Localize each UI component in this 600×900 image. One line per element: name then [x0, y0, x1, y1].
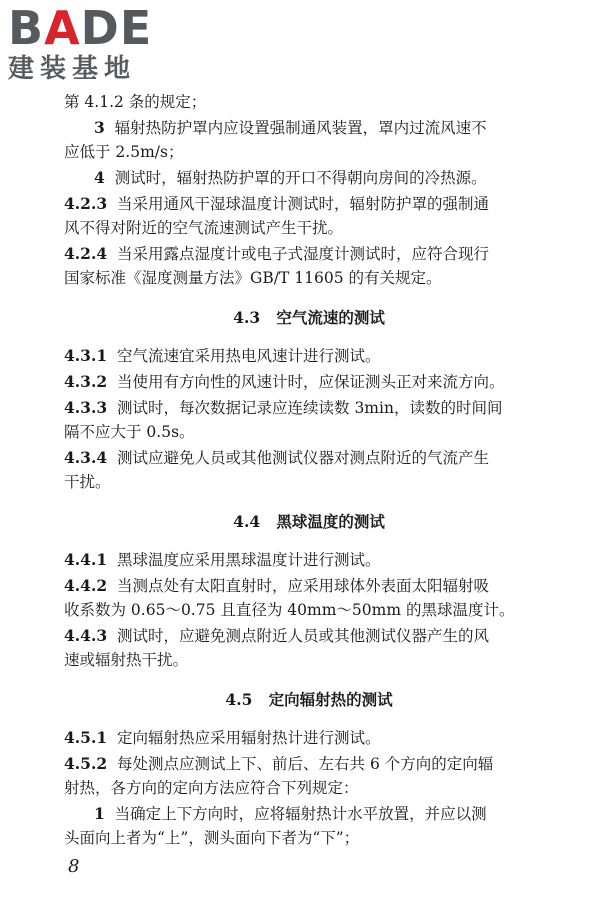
text-line: 风不得对附近的空气流速测试产生干扰。 — [64, 219, 344, 237]
clause-item: 4.3.2 当使用有方向性的风速计时，应保证测头正对来流方向。 — [64, 372, 505, 391]
text-line: 第 4.1.2 条的规定； — [64, 93, 207, 111]
clause-item: 3 辐射热防护罩内应设置强制通风装置，罩内过流风速不 — [94, 118, 487, 137]
text-line: 隔不应大于 0.5s。 — [64, 423, 195, 441]
clause-item: 4.2.4 当采用露点湿度计或电子式湿度计测试时，应符合现行 — [64, 244, 490, 263]
clause-item: 4 测试时，辐射热防护罩的开口不得朝向房间的冷热源。 — [94, 168, 487, 187]
logo-subtitle: 建装基地 — [8, 54, 137, 84]
clause-item: 4.3.4 测试应避免人员或其他测试仪器对测点附近的气流产生 — [64, 448, 490, 467]
section-heading: 4.5 定向辐射热的测试 — [225, 690, 393, 709]
clause-item: 4.4.3 测试时，应避免测点附近人员或其他测试仪器产生的风 — [64, 626, 490, 645]
section-heading: 4.4 黑球温度的测试 — [233, 512, 385, 531]
text-line: 速或辐射热干扰。 — [64, 651, 189, 669]
section-heading: 4.3 空气流速的测试 — [233, 308, 385, 327]
bade-logo — [8, 1, 178, 84]
page-number: 8 — [68, 856, 80, 877]
clause-item: 4.4.2 当测点处有太阳直射时，应采用球体外表面太阳辐射吸 — [64, 576, 490, 595]
clause-item: 4.2.3 当采用通风干湿球温度计测试时，辐射防护罩的强制通 — [64, 194, 490, 213]
logo-wordmark: BADE — [8, 1, 153, 55]
clause-item: 4.4.1 黑球温度应采用黑球温度计进行测试。 — [64, 550, 381, 569]
clause-item: 4.3.3 测试时，每次数据记录应连续读数 3min，读数的时间间 — [64, 398, 503, 417]
text-line: 干扰。 — [64, 473, 111, 491]
text-line: 国家标准《湿度测量方法》GB/T 11605 的有关规定。 — [64, 269, 442, 287]
clause-item: 4.3.1 空气流速宜采用热电风速计进行测试。 — [64, 346, 381, 365]
text-line: 头面向上者为“上”，测头面向下者为“下”； — [64, 829, 360, 847]
text-line: 射热，各方向的定向方法应符合下列规定： — [64, 779, 359, 797]
clause-item: 1 当确定上下方向时，应将辐射热计水平放置，并应以测 — [94, 804, 487, 823]
text-line: 应低于 2.5m/s； — [64, 143, 184, 161]
clause-item: 4.5.1 定向辐射热应采用辐射热计进行测试。 — [64, 728, 381, 747]
clause-item: 4.5.2 每处测点应测试上下、前后、左右共 6 个方向的定向辐 — [64, 754, 494, 773]
text-line: 收系数为 0.65～0.75 且直径为 40mm～50mm 的黑球温度计。 — [64, 601, 515, 619]
